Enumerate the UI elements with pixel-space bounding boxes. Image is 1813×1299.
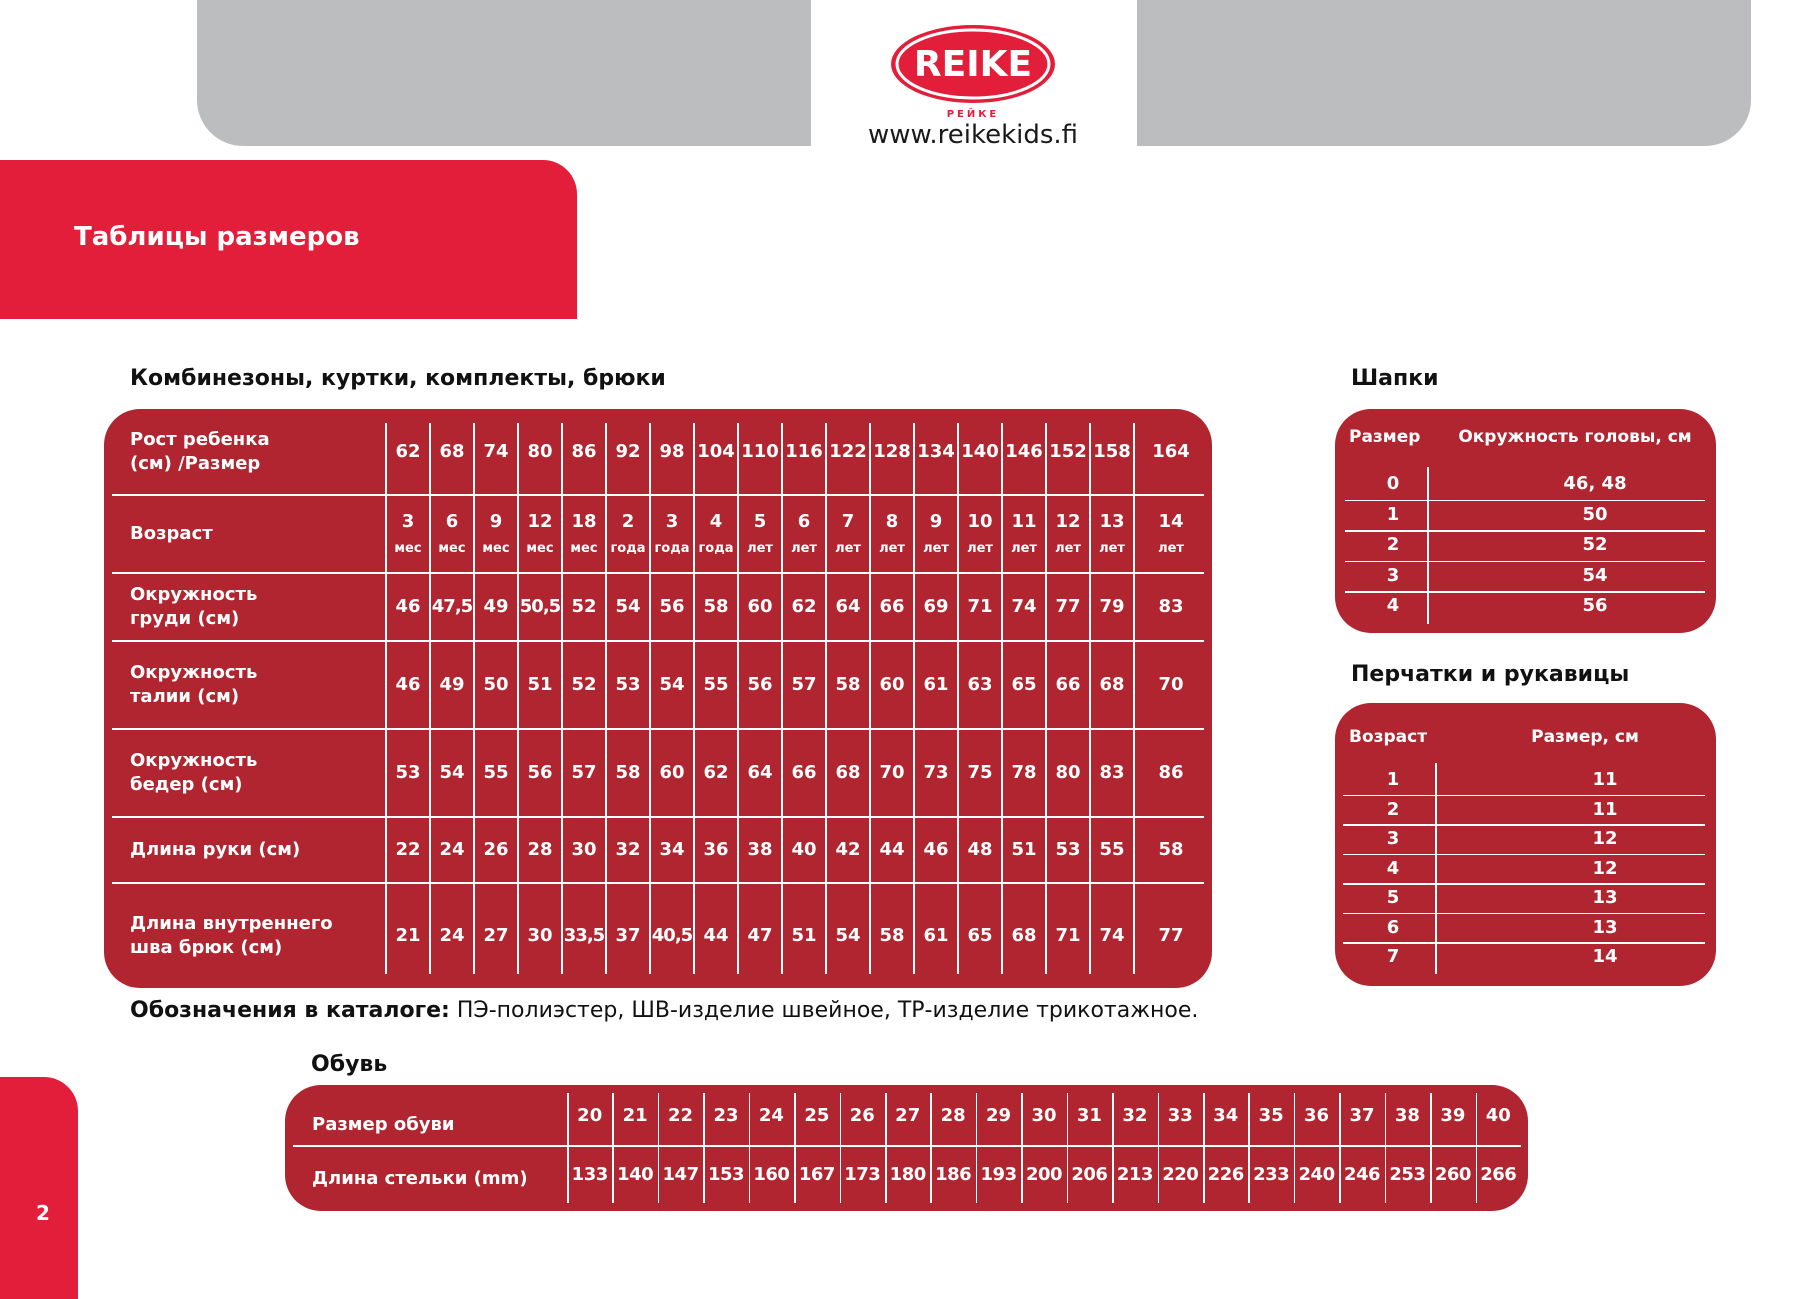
shoes-size-cell: 34 [1213, 1105, 1239, 1126]
hats-table-row-value: 52 [1582, 534, 1608, 555]
main-table-row-label: Окружность талии (см) [130, 662, 258, 707]
main-table-cell: 70 [1158, 674, 1184, 695]
shoes-length-cell: 200 [1025, 1164, 1063, 1185]
main-table-cell: 28 [527, 839, 553, 860]
main-table-cell: 52 [571, 674, 597, 695]
shoes-length-cell: 140 [617, 1164, 654, 1185]
gloves-table-row-key: 7 [1386, 946, 1400, 967]
main-table-cell: 49 [483, 596, 509, 617]
main-table-row-label: Возраст [130, 523, 213, 544]
gloves-table-heading: Перчатки и рукавицы [1351, 662, 1630, 687]
main-table-cell: 74 [1099, 924, 1125, 946]
shoes-length-cell: 167 [798, 1164, 835, 1185]
logo-brand-text: REIKE [913, 44, 1033, 85]
main-table-cell: 68 [1099, 674, 1125, 695]
shoes-row-label-length: Длина стельки (mm) [312, 1168, 528, 1189]
main-table-cell: 26 [483, 839, 509, 860]
shoes-length-cell: 246 [1343, 1164, 1381, 1185]
hats-table [1335, 409, 1716, 633]
legend-label: Обозначения в каталоге: [130, 998, 450, 1023]
main-table-col-divider [737, 423, 739, 974]
main-table-cell: 24 [439, 924, 465, 946]
main-table-cell: 42 [835, 839, 861, 860]
main-table-row-divider [112, 572, 1204, 574]
main-table-cell: 65 [967, 924, 993, 946]
hats-table-row-divider [1345, 591, 1705, 593]
main-table-cell: 77 [1158, 924, 1184, 946]
shoes-length-cell: 240 [1298, 1164, 1335, 1185]
main-table-cell: 40 [791, 839, 817, 860]
main-table-row-divider [112, 728, 1204, 730]
main-table-cell: 56 [747, 674, 773, 695]
main-table-col-divider [561, 423, 563, 974]
gloves-table-row-value: 14 [1592, 946, 1618, 967]
main-table-cell: 44 [879, 839, 905, 860]
main-table-cell: 51 [791, 924, 817, 946]
main-table-row-label: Длина внутреннего шва брюк (см) [130, 912, 333, 958]
shoes-length-cell: 206 [1071, 1164, 1108, 1185]
shoes-length-cell: 133 [571, 1164, 608, 1185]
shoes-size-cell: 32 [1122, 1105, 1148, 1126]
main-table-row-label: Длина руки (см) [130, 839, 301, 860]
shoes-size-cell: 29 [986, 1105, 1012, 1126]
main-table-col-divider [957, 423, 959, 974]
gloves-table-row-key: 1 [1386, 769, 1400, 790]
main-table-cell: 63 [967, 674, 993, 695]
gloves-table-row-value: 13 [1592, 916, 1618, 938]
main-table-cell: 152 [1049, 441, 1087, 462]
gloves-table [1335, 703, 1716, 986]
main-table-cell-unit: мес [526, 541, 554, 556]
main-table-cell: 61 [923, 924, 949, 946]
main-table-cell: 18 [571, 511, 597, 532]
main-table-row-divider [112, 494, 1204, 496]
main-table-cell: 8 [885, 511, 899, 532]
shoes-size-cell: 39 [1440, 1105, 1466, 1126]
main-table-cell: 13 [1099, 511, 1125, 532]
main-table-cell: 7 [841, 511, 855, 532]
hats-table-row-key: 3 [1386, 564, 1400, 586]
main-table-cell: 61 [923, 674, 949, 695]
hats-table-row-value: 46, 48 [1563, 473, 1627, 494]
main-table-cell: 71 [967, 596, 993, 617]
main-table-cell: 36 [703, 839, 729, 860]
main-table-row-label: Окружность груди (см) [130, 584, 258, 629]
shoes-size-cell: 26 [849, 1105, 875, 1126]
gloves-table-row-value: 12 [1592, 857, 1618, 879]
main-table-cell: 30 [571, 839, 597, 860]
gloves-table-row-value: 11 [1592, 769, 1618, 790]
shoes-row-label-size: Размер обуви [312, 1114, 455, 1135]
main-table-row-divider [112, 640, 1204, 642]
main-table-cell: 54 [615, 596, 641, 617]
shoes-table [285, 1085, 1528, 1211]
main-table-cell: 86 [1158, 762, 1184, 783]
shoes-length-cell: 226 [1207, 1164, 1244, 1185]
hats-table-row-divider [1345, 500, 1705, 502]
gloves-table-row-divider [1343, 824, 1705, 826]
shoes-length-cell: 180 [889, 1164, 926, 1185]
main-table-cell-unit: мес [438, 541, 466, 556]
main-table-cell: 49 [439, 674, 465, 695]
title-tab [0, 160, 577, 319]
shoes-size-cell: 21 [622, 1105, 648, 1126]
main-table-cell-unit: года [698, 541, 734, 556]
main-table-col-divider [473, 423, 475, 974]
main-table-cell: 4 [709, 511, 723, 532]
main-table-cell: 30 [527, 924, 553, 946]
main-table-cell-unit: лет [923, 541, 949, 556]
main-table-cell: 40,5 [651, 924, 693, 946]
main-table-cell: 74 [1011, 596, 1037, 617]
main-table-cell: 47 [747, 924, 773, 946]
main-table-col-divider [913, 423, 915, 974]
shoes-size-cell: 36 [1304, 1105, 1330, 1126]
main-table-cell: 46 [395, 674, 421, 695]
reike-logo [890, 24, 1056, 120]
main-table-cell: 58 [1158, 839, 1184, 860]
main-table-cell: 52 [571, 596, 597, 617]
main-table-col-divider [517, 423, 519, 974]
main-table-cell: 83 [1158, 596, 1184, 617]
gloves-table-row-divider [1343, 913, 1705, 915]
main-table-cell: 48 [967, 839, 993, 860]
site-url: www.reikekids.fi [867, 120, 1079, 150]
page-number: 2 [36, 1201, 50, 1225]
logo-brand-subtext: РЕЙКЕ [946, 109, 1000, 120]
gloves-table-row-divider [1343, 795, 1705, 797]
page-title: Таблицы размеров [74, 222, 360, 252]
main-table-cell-unit: мес [394, 541, 422, 556]
main-table-cell: 34 [659, 839, 685, 860]
shoes-table-row-divider [293, 1145, 1521, 1147]
shoes-size-cell: 27 [895, 1105, 921, 1126]
shoes-size-cell: 22 [668, 1105, 694, 1126]
main-table-cell: 51 [527, 674, 553, 695]
hats-table-row-key: 2 [1386, 534, 1400, 555]
main-table-cell: 14 [1158, 511, 1184, 532]
main-table-cell: 73 [923, 762, 949, 783]
main-table-cell: 62 [395, 441, 421, 462]
main-table-cell: 11 [1011, 511, 1037, 532]
shoes-size-cell: 24 [758, 1105, 784, 1126]
shoes-length-cell: 186 [935, 1164, 972, 1185]
main-table-cell-unit: лет [1055, 541, 1081, 556]
main-table-cell-unit: года [654, 541, 690, 556]
main-table-cell: 53 [1055, 839, 1081, 860]
shoes-size-cell: 40 [1485, 1105, 1511, 1126]
shoes-size-cell: 23 [713, 1105, 739, 1126]
main-table-cell: 38 [747, 839, 773, 860]
main-table-cell: 50 [483, 674, 509, 695]
main-table-cell: 12 [527, 511, 553, 532]
main-table-cell: 47,5 [431, 596, 473, 617]
gloves-table-row-key: 3 [1386, 828, 1400, 849]
main-table-cell-unit: лет [1011, 541, 1037, 556]
main-table-cell: 64 [747, 762, 773, 783]
main-table-cell: 92 [615, 441, 641, 462]
main-table-cell: 71 [1055, 924, 1081, 946]
main-table-cell: 60 [747, 596, 773, 617]
gloves-table-row-divider [1343, 883, 1705, 885]
main-table-col-divider [781, 423, 783, 974]
main-table-cell-unit: мес [482, 541, 510, 556]
main-table-cell: 9 [489, 511, 503, 532]
hats-table-row-divider [1345, 561, 1705, 563]
shoes-length-cell: 220 [1162, 1164, 1199, 1185]
main-table-cell: 53 [395, 762, 421, 783]
main-table-cell: 55 [703, 674, 729, 695]
main-table-cell: 58 [835, 674, 861, 695]
main-table-cell: 66 [1055, 674, 1081, 695]
main-table-cell: 62 [791, 596, 817, 617]
gloves-table-row-value: 11 [1592, 798, 1618, 820]
main-table-cell: 68 [835, 762, 861, 783]
main-table-col-divider [693, 423, 695, 974]
main-table-cell: 46 [395, 596, 421, 617]
main-table-cell-unit: лет [879, 541, 905, 556]
main-table-cell: 27 [483, 924, 509, 946]
main-table-cell-unit: года [610, 541, 646, 556]
hats-table-heading: Шапки [1351, 366, 1439, 391]
shoes-length-cell: 260 [1434, 1164, 1471, 1185]
main-table-row-divider [112, 816, 1204, 818]
main-table-col-divider [429, 423, 431, 974]
main-table-cell: 158 [1093, 441, 1131, 462]
main-table-cell: 74 [483, 441, 509, 462]
main-table-cell-unit: лет [835, 541, 861, 556]
main-table-cell: 164 [1152, 441, 1190, 462]
main-table-cell: 5 [753, 511, 767, 532]
main-table-cell: 54 [439, 762, 465, 783]
main-table-cell: 10 [967, 511, 993, 532]
shoes-length-cell: 213 [1116, 1164, 1153, 1185]
gloves-table-row-key: 5 [1386, 887, 1400, 908]
main-table-cell: 79 [1099, 596, 1125, 617]
hats-table-col-divider [1427, 467, 1429, 624]
main-table-col-divider [825, 423, 827, 974]
hats-col-circumference-header: Окружность головы, см [1458, 427, 1692, 447]
main-table-cell: 66 [791, 762, 817, 783]
main-table-col-divider [1089, 423, 1091, 974]
main-table-cell: 55 [1099, 839, 1125, 860]
hats-table-row-value: 50 [1582, 503, 1608, 525]
gloves-table-row-divider [1343, 942, 1705, 944]
main-table-cell: 54 [659, 674, 685, 695]
header-gray-bar-right [1137, 0, 1751, 146]
gloves-table-row-key: 4 [1386, 857, 1400, 879]
main-table-col-divider [1133, 423, 1135, 974]
gloves-col-size-header: Размер, см [1531, 727, 1639, 747]
main-table-col-divider [605, 423, 607, 974]
main-table-cell: 55 [483, 762, 509, 783]
shoes-length-cell: 233 [1253, 1164, 1290, 1185]
hats-table-row-value: 54 [1582, 564, 1608, 586]
main-table-cell: 3 [401, 511, 415, 532]
shoes-length-cell: 147 [662, 1164, 699, 1185]
main-table-cell: 68 [439, 441, 465, 462]
main-table-cell: 44 [703, 924, 729, 946]
main-table-cell: 122 [829, 441, 867, 462]
main-table-cell: 80 [527, 441, 553, 462]
main-table-cell: 57 [571, 762, 597, 783]
main-table-cell: 116 [785, 441, 823, 462]
main-table-cell: 56 [659, 596, 685, 617]
main-table-cell: 128 [873, 441, 911, 462]
hats-table-row-key: 0 [1386, 473, 1400, 494]
shoes-size-cell: 31 [1076, 1105, 1102, 1126]
main-table-cell: 98 [659, 441, 685, 462]
shoes-length-cell: 160 [753, 1164, 790, 1185]
shoes-length-cell: 193 [980, 1164, 1017, 1185]
gloves-table-row-value: 13 [1592, 887, 1618, 908]
main-table-cell: 12 [1055, 511, 1081, 532]
main-table-cell: 6 [445, 511, 459, 532]
page-number-tab [0, 1077, 78, 1299]
main-table-cell: 21 [395, 924, 421, 946]
catalog-legend [130, 998, 1198, 1023]
main-table-cell: 75 [967, 762, 993, 783]
main-table-cell: 58 [703, 596, 729, 617]
size-table [104, 409, 1212, 988]
main-table-cell: 62 [703, 762, 729, 783]
main-table-cell: 58 [879, 924, 905, 946]
main-table-cell: 140 [961, 441, 999, 462]
main-table-cell: 69 [923, 596, 949, 617]
gloves-table-row-value: 12 [1592, 828, 1618, 849]
main-table-cell: 24 [439, 839, 465, 860]
gloves-table-row-key: 6 [1386, 916, 1400, 938]
main-table-cell: 77 [1055, 596, 1081, 617]
main-table-cell: 70 [879, 762, 905, 783]
hats-table-row-key: 4 [1386, 595, 1400, 616]
main-table-cell: 134 [917, 441, 955, 462]
main-table-col-divider [1001, 423, 1003, 974]
main-table-cell: 104 [697, 441, 735, 462]
gloves-table-row-key: 2 [1386, 798, 1400, 820]
shoes-size-cell: 28 [940, 1105, 966, 1126]
header-gray-bar-left [197, 0, 811, 146]
main-table-row-label: Рост ребенка (см) /Размер [130, 429, 270, 474]
main-table-row-label: Окружность бедер (см) [130, 750, 258, 795]
shoes-size-cell: 20 [577, 1105, 603, 1126]
main-table-cell-unit: лет [1158, 541, 1184, 556]
hats-table-row-divider [1345, 530, 1705, 532]
hats-table-row-key: 1 [1386, 503, 1400, 525]
main-table-cell: 32 [615, 839, 641, 860]
shoes-length-cell: 153 [707, 1164, 745, 1185]
main-table-cell: 51 [1011, 839, 1037, 860]
main-table-cell: 2 [621, 511, 635, 532]
main-table-cell: 78 [1011, 762, 1037, 783]
main-table-cell: 86 [571, 441, 597, 462]
main-table-cell: 58 [615, 762, 641, 783]
main-table-col-divider [385, 423, 387, 974]
hats-col-size-header: Размер [1349, 427, 1421, 447]
main-table-cell-unit: лет [747, 541, 773, 556]
main-table-cell: 33,5 [563, 924, 605, 946]
shoes-size-cell: 25 [804, 1105, 830, 1126]
shoes-size-cell: 35 [1258, 1105, 1284, 1126]
main-table-cell: 46 [923, 839, 949, 860]
shoes-length-cell: 173 [844, 1164, 881, 1185]
main-table-col-divider [649, 423, 651, 974]
shoes-length-cell: 253 [1389, 1164, 1426, 1185]
main-table-cell: 66 [879, 596, 905, 617]
shoes-size-cell: 33 [1167, 1105, 1193, 1126]
gloves-table-row-divider [1343, 854, 1705, 856]
shoes-size-cell: 30 [1031, 1105, 1057, 1126]
main-table-cell-unit: мес [570, 541, 598, 556]
main-table-cell: 146 [1005, 441, 1043, 462]
main-table-cell: 83 [1099, 762, 1125, 783]
shoes-length-cell: 266 [1480, 1164, 1517, 1185]
main-table-cell: 110 [741, 441, 779, 462]
main-table-cell: 50,5 [519, 596, 561, 617]
main-table-cell-unit: лет [967, 541, 993, 556]
shoes-table-heading: Обувь [311, 1052, 388, 1077]
legend-text: ПЭ-полиэстер, ШВ-изделие швейное, ТР-изделие трикотажное. [449, 998, 1199, 1023]
main-table-cell: 22 [395, 839, 421, 860]
main-table-cell: 56 [527, 762, 553, 783]
main-table-col-divider [1045, 423, 1047, 974]
main-table-cell-unit: лет [791, 541, 817, 556]
shoes-size-cell: 38 [1394, 1105, 1420, 1126]
main-table-cell: 60 [659, 762, 685, 783]
main-table-heading: Комбинезоны, куртки, комплекты, брюки [130, 366, 666, 391]
main-table-cell-unit: лет [1099, 541, 1125, 556]
main-table-cell: 65 [1011, 674, 1037, 695]
main-table-cell: 68 [1011, 924, 1037, 946]
main-table-cell: 53 [615, 674, 641, 695]
main-table-cell: 9 [929, 511, 943, 532]
main-table-cell: 37 [615, 924, 641, 946]
main-table-cell: 54 [835, 924, 861, 946]
main-table-cell: 3 [665, 511, 679, 532]
main-table-cell: 6 [797, 511, 811, 532]
main-table-cell: 64 [835, 596, 861, 617]
main-table-cell: 57 [791, 674, 817, 695]
main-table-col-divider [869, 423, 871, 974]
shoes-size-cell: 37 [1349, 1105, 1375, 1126]
gloves-col-age-header: Возраст [1349, 727, 1428, 747]
main-table-cell: 60 [879, 674, 905, 695]
main-table-cell: 80 [1055, 762, 1081, 783]
main-table-row-divider [112, 882, 1204, 884]
hats-table-row-value: 56 [1582, 595, 1608, 616]
